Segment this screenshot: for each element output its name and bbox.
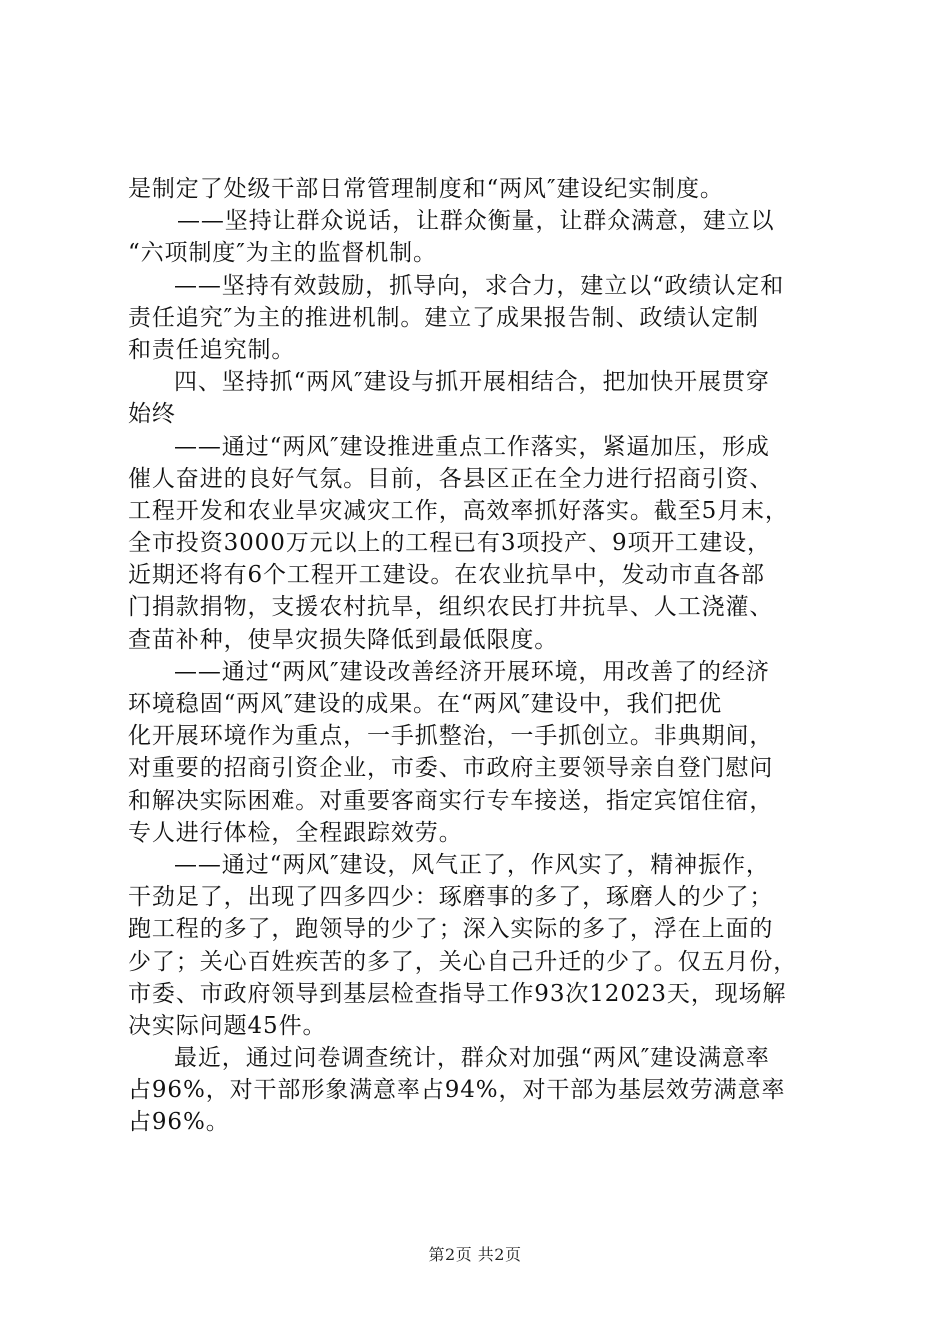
page-footer xyxy=(0,1242,950,1265)
text-line: ——通过“两风″建设改善经济开展环境，用改善了的经济 xyxy=(174,658,770,685)
section-heading: 四、坚持抓“两风″建设与抓开展相结合，把加快开展贯穿 xyxy=(174,369,770,396)
text-line: ——通过“两风″建设，风气正了，作风实了，精神振作， xyxy=(174,851,770,878)
text-line: 工程开发和农业旱灾减灾工作，高效率抓好落实。截至5月末， xyxy=(128,497,789,524)
text-line: 对重要的招商引资企业，市委、市政府主要领导亲自登门慰问 xyxy=(128,755,774,782)
text-line: “六项制度″为主的监督机制。 xyxy=(128,240,437,267)
text-line: 干劲足了，出现了四多四少：琢磨事的多了，琢磨人的少了； xyxy=(128,884,774,911)
text-line: ——坚持有效鼓励，抓导向，求合力，建立以“政绩认定和 xyxy=(174,272,785,299)
text-line: 近期还将有6个工程开工建设。在农业抗旱中，发动市直各部 xyxy=(128,562,765,589)
text-line: 市委、市政府领导到基层检查指导工作93次12023天，现场解 xyxy=(128,980,787,1007)
text-line: 化开展环境作为重点，一手抓整治，一手抓创立。非典期间， xyxy=(128,723,774,750)
text-line: 占96%。 xyxy=(128,1109,230,1136)
text-line: 环境稳固“两风″建设的成果。在“两风″建设中，我们把优 xyxy=(128,691,722,717)
text-line: 全市投资3000万元以上的工程已有3项投产、9项开工建设， xyxy=(128,530,771,557)
text-line: 催人奋进的良好气氛。目前，各县区正在全力进行招商引资、 xyxy=(128,465,774,492)
text-line: 少了；关心百姓疾苦的多了，关心自己升迁的少了。仅五月份， xyxy=(128,948,798,975)
text-line: 最近，通过问卷调查统计，群众对加强“两风″建设满意率 xyxy=(174,1045,770,1072)
text-line: 占96%，对干部形象满意率占94%，对干部为基层效劳满意率 xyxy=(128,1077,786,1104)
text-line: 责任追究″为主的推进机制。建立了成果报告制、政绩认定制 xyxy=(128,304,759,331)
text-line: 跑工程的多了，跑领导的少了；深入实际的多了，浮在上面的 xyxy=(128,916,774,943)
text-line: 是制定了处级干部日常管理制度和“两风″建设纪实制度。 xyxy=(128,176,724,202)
text-line: 专人进行体检，全程跟踪效劳。 xyxy=(128,819,463,846)
text-line: 门捐款捐物，支援农村抗旱，组织农民打井抗旱、人工浇灌、 xyxy=(128,594,774,621)
text-line: 和责任追究制。 xyxy=(128,336,296,363)
document-body xyxy=(128,173,840,1139)
text-line: 和解决实际困难。对重要客商实行专车接送，指定宾馆住宿， xyxy=(128,787,774,814)
text-line: 查苗补种，使旱灾损失降低到最低限度。 xyxy=(128,626,559,653)
text-line: ——通过“两风″建设推进重点工作落实，紧逼加压，形成 xyxy=(174,433,770,460)
text-line: 决实际问题45件。 xyxy=(128,1012,327,1039)
section-heading-continued: 始终 xyxy=(128,401,176,428)
page-number: 第2页 共2页 xyxy=(428,1245,522,1264)
text-line: ——坚持让群众说话，让群众衡量，让群众满意，建立以 xyxy=(177,208,775,235)
